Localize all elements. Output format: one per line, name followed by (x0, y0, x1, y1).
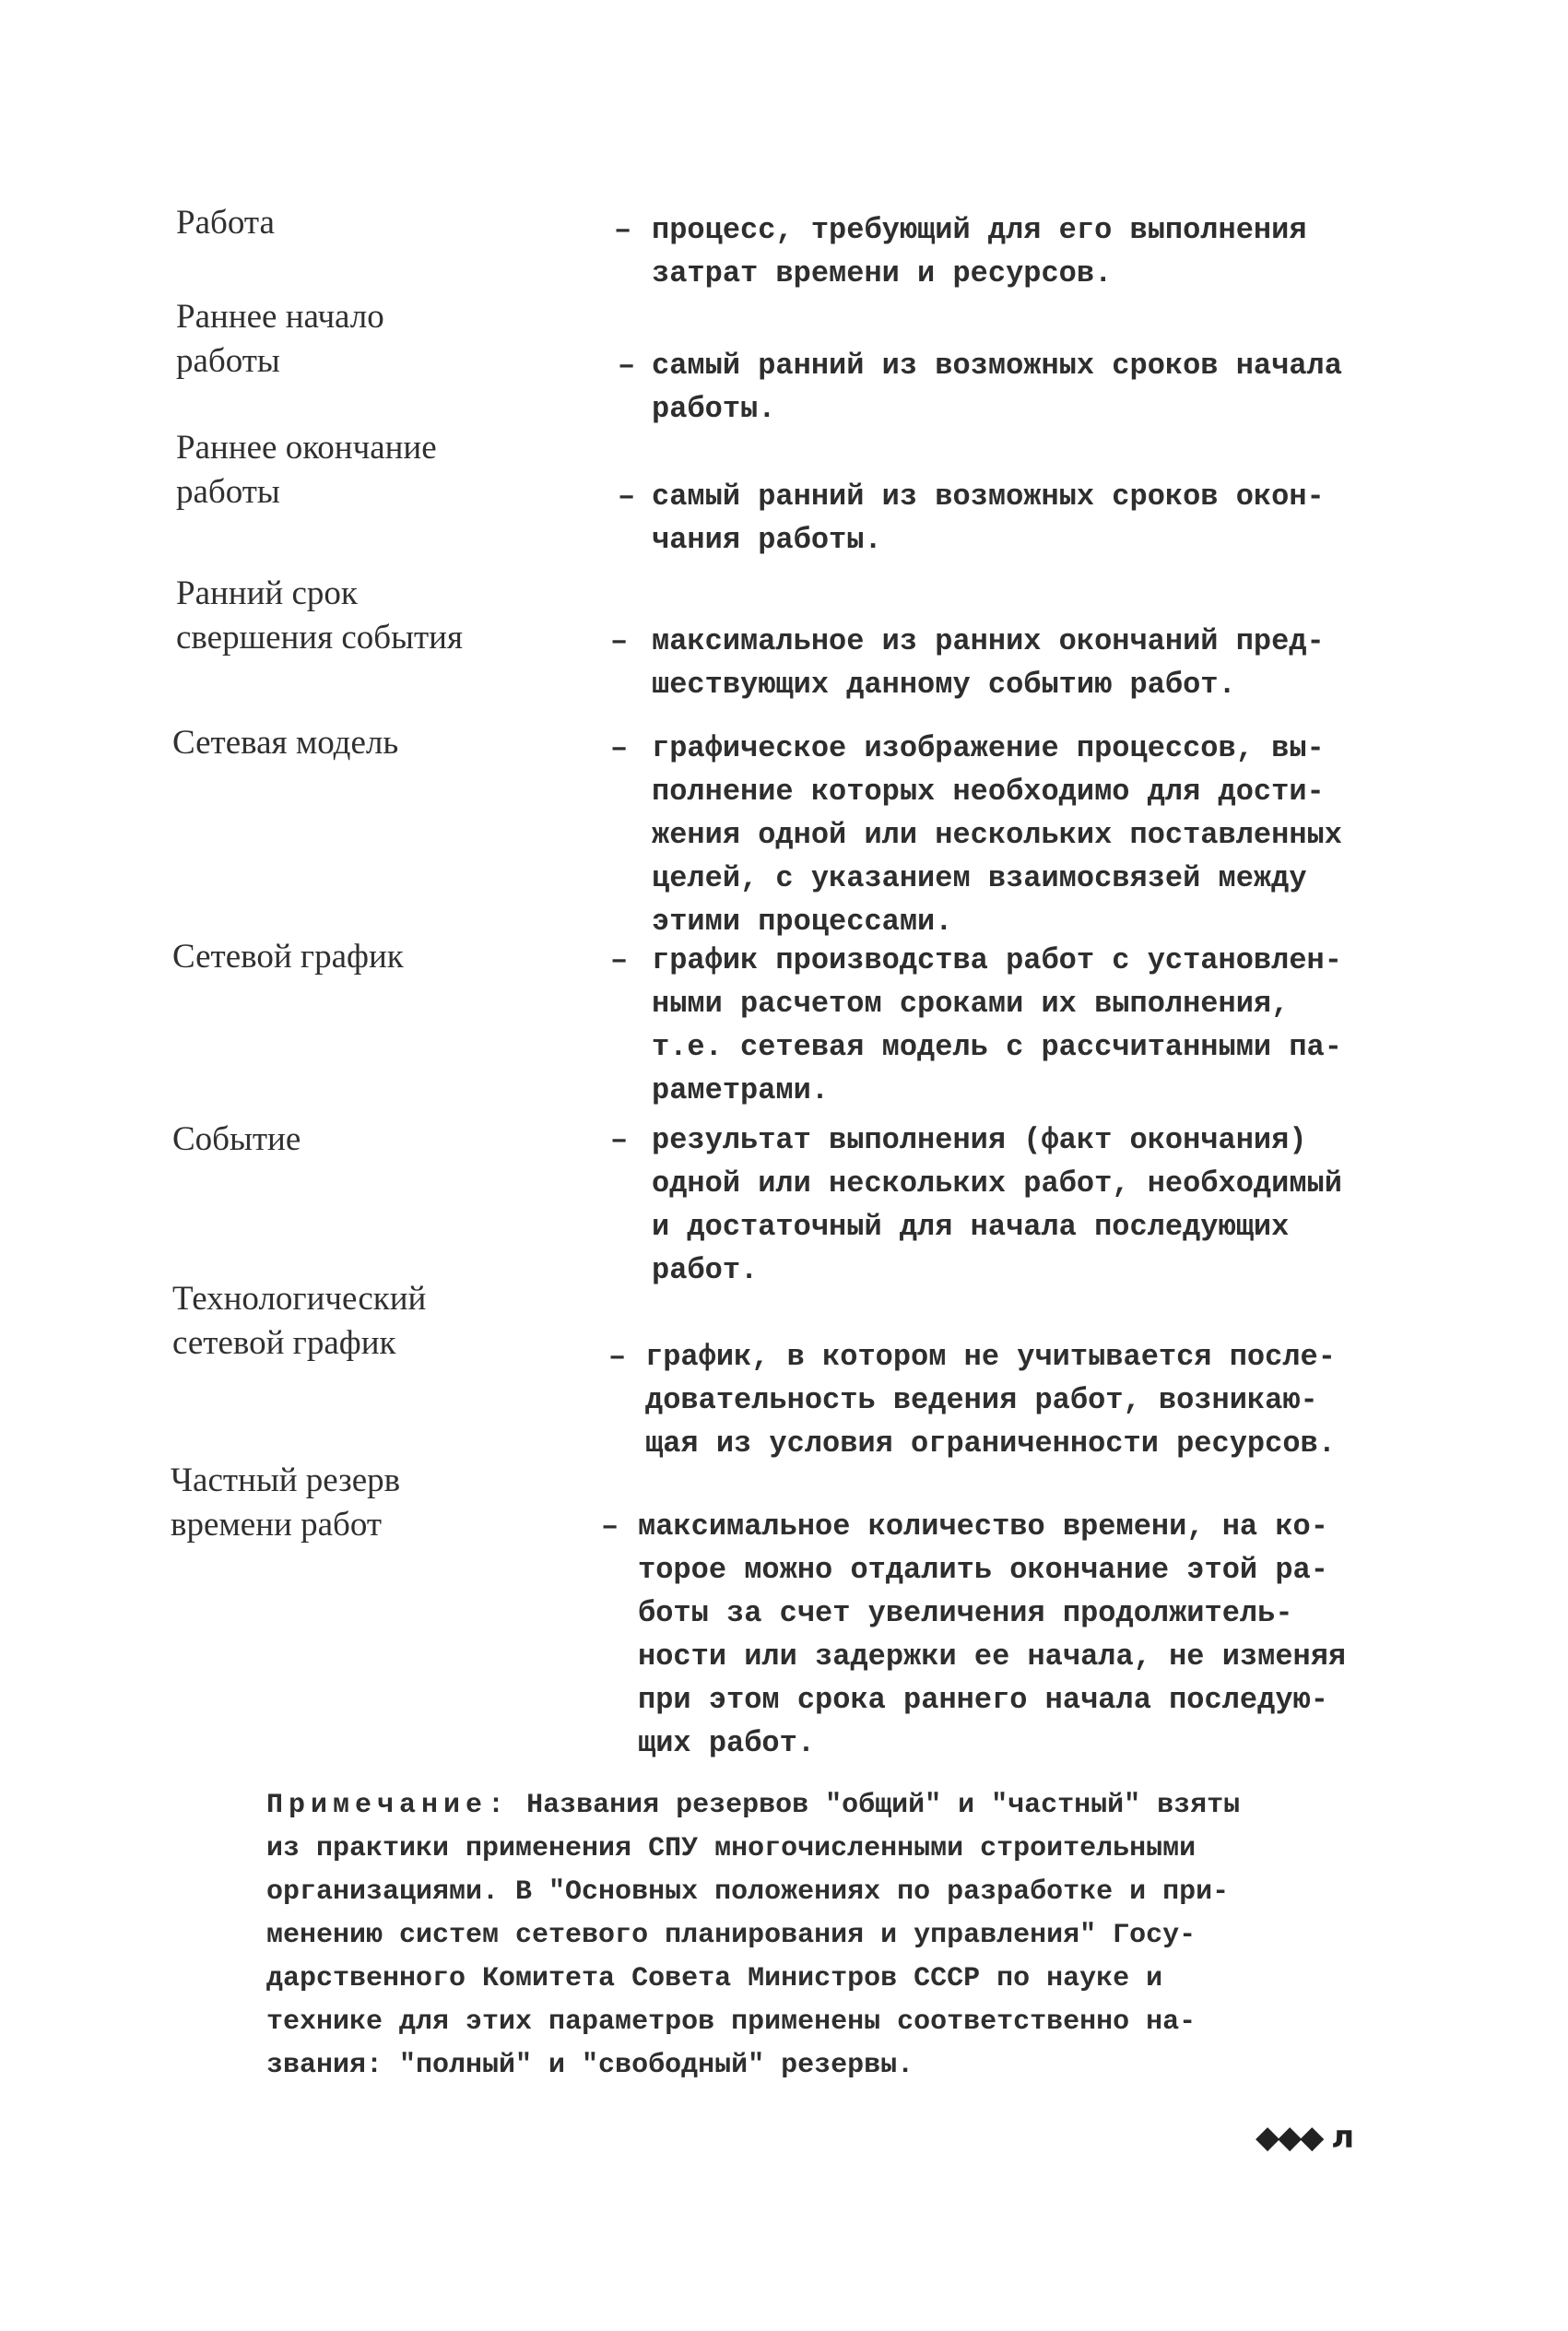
definition-line: ными расчетом сроками их выполнения, (652, 987, 1290, 1021)
definition-line: довательность ведения работ, возникаю- (645, 1383, 1318, 1417)
footnote (266, 1784, 1386, 2088)
definition-line: график производства работ с установлен- (652, 943, 1342, 977)
footnote-line: дарственного Комитета Совета Министров СССР по науке и (266, 1963, 1163, 1994)
definition-line: максимальное количество времени, на ко- (638, 1509, 1328, 1544)
definition-line: этими процессами. (652, 905, 953, 939)
definition-dash: – (608, 1340, 627, 1374)
term-line: сетевой график (172, 1324, 396, 1362)
term-line: работы (176, 342, 280, 380)
footnote-line: менению систем сетевого планирования и управления" Госу- (266, 1920, 1197, 1951)
continuation-marker: ◆◆◆ л (1256, 2119, 1353, 2156)
definition-sobytie (652, 1118, 1342, 1292)
definition-line: при этом срока раннего начала последую- (638, 1683, 1328, 1717)
term-line: свершения события (176, 619, 463, 657)
term-line: времени работ (171, 1506, 383, 1544)
footnote-line (266, 1784, 1386, 1828)
definition-line: раметрами. (652, 1073, 830, 1107)
definition-line: жения одной или нескольких поставленных (652, 818, 1342, 852)
definition-setevoy-grafik (652, 939, 1342, 1112)
term-line: Работа (176, 204, 275, 242)
term-rannee-okonchanie (176, 426, 437, 515)
definition-setevaya-model (652, 727, 1342, 943)
definition-line: работы. (652, 392, 776, 426)
definition-line: графическое изображение процессов, вы- (652, 731, 1325, 765)
definition-rabota (652, 208, 1307, 295)
footnote-line: организациями. В "Основных положениях по разработке и при- (266, 1876, 1230, 1908)
footnote-text: Названия резервов "общий" и "частный" взяты (526, 1790, 1241, 1821)
term-line: Раннее начало (176, 298, 384, 336)
definition-rannee-okonchanie (652, 475, 1325, 562)
definition-line: торое можно отдалить окончание этой ра- (638, 1553, 1328, 1587)
definition-tekhnologicheskiy-grafik (645, 1335, 1336, 1465)
definition-line: процесс, требующий для его выполнения (652, 213, 1307, 247)
definition-line: целей, с указанием взаимосвязей между (652, 861, 1307, 895)
definition-dash: – (618, 349, 636, 383)
definition-line: и достаточный для начала последующих (652, 1210, 1290, 1244)
footnote-lead: Примечание: (266, 1790, 511, 1821)
definition-rannee-nachalo (652, 344, 1342, 431)
definition-line: боты за счет увеличения продолжитель- (638, 1596, 1293, 1630)
term-chastnyy-rezerv (171, 1459, 400, 1547)
definition-dash: – (601, 1509, 619, 1544)
term-line: Технологический (172, 1280, 427, 1318)
footnote-line: звания: "полный" и "свободный" резервы. (266, 2050, 914, 2081)
definition-line: шествующих данному событию работ. (652, 668, 1236, 702)
definition-ranniy-srok (652, 620, 1325, 706)
definition-chastnyy-rezerv (638, 1505, 1346, 1765)
definition-line: максимальное из ранних окончаний пред- (652, 624, 1325, 658)
definition-line: результат выполнения (факт окончания) (652, 1123, 1307, 1157)
term-line: Сетевой график (172, 938, 404, 976)
term-tekhnologicheskiy-grafik (172, 1277, 426, 1366)
definition-line: работ. (652, 1253, 759, 1287)
term-line: Событие (172, 1120, 301, 1158)
definition-line: затрат времени и ресурсов. (652, 256, 1113, 290)
term-line: Сетевая модель (172, 724, 399, 762)
footnote-line: технике для этих параметров применены соответственно на- (266, 2006, 1197, 2038)
term-setevaya-model (172, 721, 398, 765)
term-rabota (176, 201, 275, 245)
term-setevoy-grafik (172, 935, 404, 979)
definition-dash: – (610, 624, 629, 658)
definition-line: полнение которых необходимо для дости- (652, 775, 1325, 809)
definition-line: ности или задержки ее начала, не изменяя (638, 1639, 1347, 1674)
definition-line: одной или нескольких работ, необходимый (652, 1166, 1342, 1201)
definition-line: самый ранний из возможных сроков окон- (652, 479, 1325, 514)
term-line: работы (176, 473, 280, 511)
definition-dash: – (610, 731, 629, 765)
definition-dash: – (618, 479, 636, 514)
definition-line: щих работ. (638, 1726, 816, 1760)
term-line: Ранний срок (176, 574, 358, 612)
definition-dash: – (614, 213, 632, 247)
definition-dash: – (610, 943, 629, 977)
footnote-line: из практики применения СПУ многочисленными строительными (266, 1833, 1197, 1864)
definition-line: самый ранний из возможных сроков начала (652, 349, 1342, 383)
definition-dash: – (610, 1123, 629, 1157)
term-line: Раннее окончание (176, 429, 437, 467)
definition-line: чания работы. (652, 523, 882, 557)
term-rannee-nachalo (176, 295, 384, 384)
definition-line: щая из условия ограниченности ресурсов. (645, 1426, 1336, 1461)
definition-line: т.е. сетевая модель с рассчитанными па- (652, 1030, 1342, 1064)
term-line: Частный резерв (171, 1461, 401, 1499)
definition-line: график, в котором не учитывается после- (645, 1340, 1336, 1374)
term-ranniy-srok (176, 572, 463, 660)
term-sobytie (172, 1118, 301, 1162)
